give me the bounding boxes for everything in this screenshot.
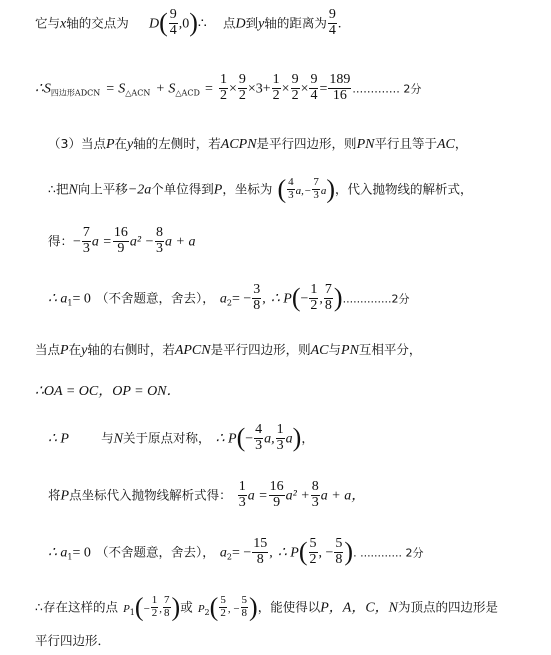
text: 或 [180, 599, 193, 615]
math: = 0 [72, 545, 91, 561]
math: P [213, 182, 223, 198]
math: a [285, 431, 293, 447]
math: − [245, 431, 254, 447]
math: AC [436, 137, 455, 152]
fraction [252, 537, 268, 567]
line-10 [48, 480, 365, 510]
math: D [235, 16, 246, 32]
frac-den: 2 [291, 87, 299, 103]
math: = 0 [72, 291, 91, 307]
math: a = [91, 234, 112, 250]
fraction [272, 73, 281, 103]
math: y [127, 137, 134, 152]
text: 与 [101, 430, 114, 446]
frac-num: 1 [219, 72, 227, 87]
frac-den: 2 [151, 606, 158, 619]
fraction [113, 226, 129, 256]
math: ∴ [197, 16, 207, 32]
math: PN [356, 137, 375, 152]
math: × [281, 81, 290, 97]
text: ∴把 [48, 181, 69, 197]
text: 轴的距离为 [264, 15, 327, 31]
text: 个单位得到 [151, 181, 214, 197]
frac-num: 1 [238, 479, 246, 494]
math: a² + [285, 488, 310, 504]
frac-num: 16 [113, 225, 128, 240]
subscript: 四边形ADCN [50, 88, 101, 98]
math: P [60, 343, 69, 358]
text: 将 [48, 487, 61, 503]
fraction [309, 73, 318, 103]
fraction [169, 8, 178, 38]
math: − [300, 291, 309, 307]
frac-num: 9 [291, 72, 299, 87]
fraction [238, 480, 247, 510]
text: 与 [328, 342, 342, 357]
text: ∴存在这样的点 [35, 599, 118, 615]
math: D [148, 16, 160, 32]
math: a [320, 184, 327, 197]
math: = − [231, 291, 252, 307]
subscript: △ACN [125, 88, 151, 98]
frac-num: 1 [272, 72, 280, 87]
frac-num: 5 [220, 593, 226, 606]
fraction [291, 73, 300, 103]
subscript: △ACD [175, 88, 200, 98]
frac-den: 3 [255, 437, 263, 453]
fraction [311, 480, 320, 510]
frac-den: 4 [328, 22, 336, 38]
text: 点坐标代入抛物线解析式得： [69, 487, 232, 503]
line-2 [35, 73, 421, 103]
frac-den: 2 [220, 606, 226, 619]
frac-den: 2 [310, 297, 318, 313]
fraction [151, 595, 159, 619]
fraction [334, 537, 343, 567]
math: . [337, 16, 342, 32]
line-12: ∴存在这样的点 $P_1(-$ $\frac{1}{2}$ , $\frac{7}{8}$ )或 $P_2$( $\frac{5}{2}$ , − $\frac{5}{8}$ )，能使得以P，A，C，N为顶点的四边形是 [35, 592, 499, 621]
frac-num: 3 [253, 282, 261, 297]
text: ， [454, 136, 468, 151]
text: 在 [68, 342, 82, 357]
math: −2a [127, 182, 152, 198]
score-note: ..............2分 [342, 292, 410, 306]
frac-den: 3 [276, 437, 284, 453]
fraction [155, 226, 164, 256]
line-3 [48, 133, 467, 153]
math: ∴ P [270, 291, 292, 307]
frac-den: 3 [311, 494, 319, 510]
line-7 [35, 339, 421, 359]
fraction [163, 595, 171, 619]
math: = [204, 81, 213, 97]
frac-den: 9 [113, 241, 129, 257]
subscript: 2 [226, 552, 232, 562]
text: ，代入抛物线的解析式， [334, 181, 473, 197]
fraction [324, 283, 333, 313]
math: y [81, 343, 88, 358]
text: 平行四边形． [35, 633, 111, 648]
math: , − [227, 602, 240, 615]
math: x [60, 16, 67, 32]
frac-den: 9 [269, 495, 285, 511]
frac-num: 9 [169, 7, 177, 22]
frac-den: 3 [288, 188, 294, 201]
text: 它与 [35, 15, 61, 31]
text: 轴的左侧时，若 [133, 136, 221, 151]
subscript: 2 [226, 298, 232, 308]
line-1: 它与x轴的交点为 D( $\frac{9}{4}$ ,0)∴ 点D到y轴的距离为 $\frac{9}{4}$ . [35, 7, 342, 38]
text: 平行且等于 [374, 136, 437, 151]
score-note: .………… 2分 [352, 82, 422, 96]
subscript: 1 [129, 607, 135, 617]
math: , [319, 291, 323, 307]
frac-num: 8 [156, 225, 164, 240]
math: a,− [295, 184, 312, 197]
math: a + a， [320, 488, 366, 504]
text: （不舍题意，舍去）， [96, 290, 215, 306]
math: ,0 [178, 16, 190, 32]
fraction [241, 595, 249, 619]
text: 向上平移 [77, 181, 128, 197]
frac-den: 2 [219, 87, 227, 103]
frac-num: 8 [311, 479, 319, 494]
frac-den: 4 [169, 22, 177, 38]
math: , − [318, 545, 334, 561]
math: + S [155, 81, 176, 97]
math: PN [341, 343, 359, 358]
math: ×3+ [247, 81, 271, 97]
math: P [105, 137, 115, 152]
frac-den: 2 [272, 87, 280, 103]
frac-den: 2 [238, 87, 246, 103]
math: × [228, 81, 237, 97]
math: a [219, 291, 227, 307]
text: 点 [223, 15, 236, 31]
frac-num: 4 [255, 422, 263, 437]
math: ∴ P [48, 431, 69, 447]
line-8 [35, 380, 181, 400]
frac-num: 16 [269, 479, 284, 494]
text: ，坐标为 [222, 181, 273, 197]
math: a = [247, 488, 268, 504]
math: × [300, 81, 309, 97]
score-note: . ............ 2分 [353, 546, 424, 560]
math: y [258, 16, 265, 32]
text: 轴的交点为 [66, 15, 129, 31]
math: P [197, 602, 205, 615]
frac-den: 8 [253, 297, 261, 313]
fraction [287, 177, 295, 201]
math: = [319, 81, 328, 97]
frac-num: 4 [288, 175, 294, 188]
text: 为顶点的四边形是 [398, 599, 499, 615]
fraction [328, 8, 337, 38]
text: 关于原点对称， [123, 430, 211, 446]
fraction [252, 283, 261, 313]
math: ACPN [220, 137, 257, 152]
math: a² − [129, 234, 155, 250]
frac-num: 15 [253, 536, 268, 551]
math: N [113, 431, 124, 447]
frac-num: 9 [238, 72, 246, 87]
text: ，能使得以 [257, 599, 321, 615]
math: P [123, 602, 130, 615]
line-6: ∴ $a_1= 0$ （不舍题意，舍去）， $a_2=$ − $\frac{3}{8}$ , ∴ P(− $\frac{1}{2}$ , $\frac{7}{8}$ )..............2分 [48, 282, 410, 313]
frac-num: 7 [324, 282, 332, 297]
frac-den: 8 [335, 551, 343, 567]
frac-den: 8 [164, 606, 170, 619]
math: = − [231, 545, 252, 561]
text: 到 [245, 15, 259, 31]
line-11: ∴ $a_1= 0$ （不舍题意，舍去）， $a_2=$ − $\frac{15}{8}$ , ∴ P( $\frac{5}{2}$ , − $\frac{5}{8}$ ). ............ 2分 [48, 536, 424, 567]
frac-den: 2 [309, 551, 317, 567]
frac-num: 7 [164, 593, 170, 606]
math: ∴ P [215, 431, 237, 447]
math: AC [310, 343, 329, 358]
math: P [60, 488, 70, 504]
math: ∴ P [277, 545, 299, 561]
math: − [143, 602, 150, 615]
math: ∴OA = OC，OP = ON． [35, 384, 181, 399]
fraction [328, 73, 351, 103]
frac-den: 8 [241, 606, 248, 619]
math: N [68, 182, 78, 198]
frac-num: 5 [335, 536, 343, 551]
fraction [238, 73, 247, 103]
fraction [219, 73, 228, 103]
frac-num: 7 [313, 175, 319, 188]
math: a + a [165, 234, 196, 250]
text: 得： [48, 233, 74, 249]
fraction [82, 226, 91, 256]
frac-num: 1 [276, 422, 284, 437]
line-9: ∴ P 与N关于原点对称， ∴ P(− $\frac{4}{3}$ a, $\frac{1}{3}$ a)， [48, 422, 314, 453]
frac-num: 5 [309, 536, 317, 551]
frac-den: 8 [252, 552, 268, 568]
math: a, [264, 431, 275, 447]
frac-den: 3 [238, 494, 246, 510]
frac-num: 5 [241, 593, 248, 606]
math: a [219, 545, 227, 561]
frac-den: 3 [82, 240, 90, 256]
frac-num: 9 [310, 72, 318, 87]
frac-num: 9 [328, 7, 336, 22]
line-5 [48, 226, 195, 256]
line-4: ∴把N向上平移−2a个单位得到P，坐标为 ( $\frac{4}{3}$ a,− $\frac{7}{3}$ a)，代入抛物线的解析式， [48, 174, 473, 203]
fraction [254, 423, 263, 453]
fraction [309, 537, 318, 567]
frac-num: 7 [82, 225, 90, 240]
math: − [73, 234, 81, 250]
math: ∴S [35, 81, 51, 97]
math: ∴ a [48, 545, 68, 561]
text: 当点 [35, 342, 61, 357]
text: 互相平分， [358, 342, 422, 357]
text: 是平行四边形，则 [256, 136, 357, 151]
subscript: 1 [67, 552, 73, 562]
fraction [312, 177, 320, 201]
frac-den: 8 [324, 297, 332, 313]
math: P，A，C，N [320, 600, 398, 616]
text: 在 [114, 136, 128, 151]
line-13 [35, 630, 110, 649]
frac-num: 1 [310, 282, 318, 297]
frac-den: 16 [328, 88, 351, 104]
math: ∴ a [48, 291, 68, 307]
text: 是平行四边形，则 [210, 342, 311, 357]
frac-den: 4 [310, 87, 318, 103]
fraction [219, 595, 227, 619]
math: APCN [174, 343, 211, 358]
frac-den: 3 [156, 240, 164, 256]
subscript: 2 [204, 607, 210, 617]
subscript: 1 [67, 298, 73, 308]
math: , [262, 291, 266, 307]
math: , [159, 602, 163, 615]
fraction [269, 480, 285, 510]
text: 轴的右侧时，若 [87, 342, 175, 357]
frac-den: 3 [313, 188, 319, 201]
math: , [269, 545, 273, 561]
frac-num: 189 [329, 72, 351, 87]
frac-num: 1 [151, 593, 158, 606]
text: （不舍题意，舍去）， [96, 544, 215, 560]
text: （3）当点 [48, 136, 106, 151]
fraction [309, 283, 318, 313]
math: = S [105, 81, 126, 97]
text: ， [301, 430, 314, 446]
fraction [276, 423, 285, 453]
